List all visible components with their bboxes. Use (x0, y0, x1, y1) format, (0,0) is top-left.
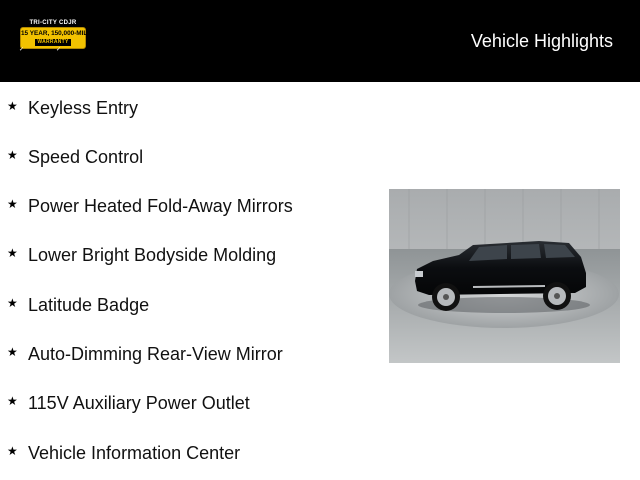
check-icon: ✓ (19, 47, 25, 53)
page-title: Vehicle Highlights (470, 31, 613, 51)
star-icon: ★ (7, 345, 18, 359)
badge-dealer-name: TRI-CITY CDJR (29, 20, 77, 26)
check-icon: ✓ (56, 47, 62, 53)
star-icon: ★ (7, 444, 18, 458)
vehicle-photo[interactable] (389, 189, 620, 363)
star-icon: ★ (7, 394, 18, 408)
warranty-badge-logo[interactable] (19, 20, 92, 53)
feature-label: Auto-Dimming Rear-View Mirror (28, 344, 283, 364)
feature-label: Latitude Badge (28, 295, 150, 315)
star-icon: ★ (7, 246, 18, 260)
star-icon: ★ (7, 148, 18, 162)
feature-label: 115V Auxiliary Power Outlet (28, 393, 250, 413)
suv-image (389, 189, 620, 363)
feature-label: Vehicle Information Center (28, 443, 241, 463)
feature-label: Lower Bright Bodyside Molding (28, 245, 277, 265)
star-icon: ★ (7, 197, 18, 211)
badge-warranty-line2: WARRANTY (35, 39, 71, 46)
feature-label: Keyless Entry (28, 98, 139, 118)
badge-plate (20, 27, 92, 49)
feature-label: Power Heated Fold-Away Mirrors (28, 196, 293, 216)
star-icon: ★ (7, 99, 18, 113)
header-bar (0, 0, 640, 82)
feature-label: Speed Control (28, 147, 144, 167)
badge-warranty-line1: 15 YEAR, 150,000-MILE (21, 30, 92, 37)
star-icon: ★ (7, 296, 18, 310)
